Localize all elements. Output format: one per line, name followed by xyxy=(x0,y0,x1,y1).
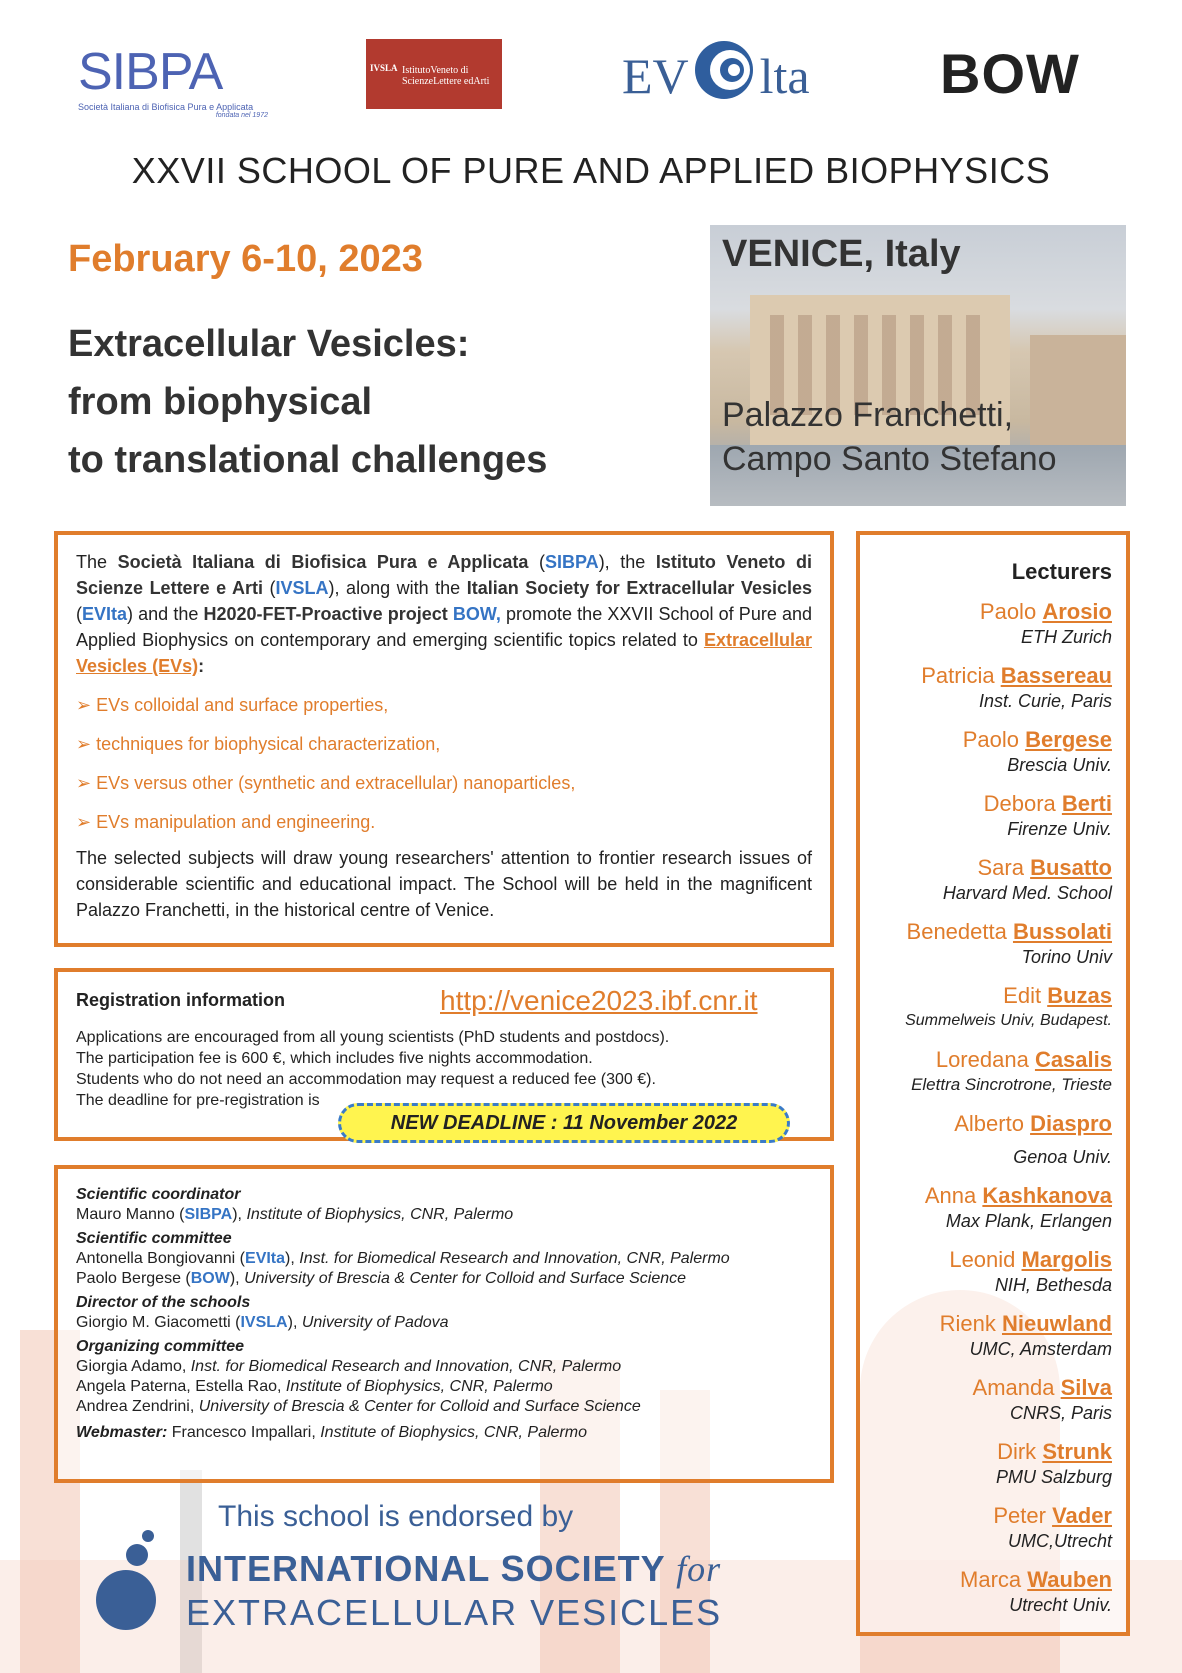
organizing-member xyxy=(76,1357,812,1377)
lecturer-surname-link[interactable]: Bergese xyxy=(1025,727,1112,752)
person-affiliation: Institute of Biophysics, CNR, Palermo xyxy=(246,1206,514,1223)
topic-bullet: ➢ EVs manipulation and engineering. xyxy=(76,809,812,835)
intro-text: ), along with the xyxy=(328,578,467,598)
lecturer-first-name: Paolo xyxy=(979,599,1037,624)
lecturer-affiliation: Genoa Univ. xyxy=(1013,1147,1112,1167)
ivsla-logo-mark: IVSLA xyxy=(370,63,398,73)
evita-full-name: Italian Society for Extracellular Vesicles xyxy=(466,578,812,598)
intro-text: ( xyxy=(262,578,276,598)
sibpa-logo-name: SIBPA xyxy=(78,43,223,101)
lecturer-first-name: Amanda xyxy=(972,1375,1055,1400)
registration-url-link[interactable]: http://venice2023.ibf.cnr.it xyxy=(440,985,758,1016)
sibpa-acronym: SIBPA xyxy=(545,552,599,572)
lecturer-surname-link[interactable]: Silva xyxy=(1060,1375,1112,1400)
lecturer-surname-link[interactable]: Strunk xyxy=(1042,1439,1112,1464)
isev-name-line-2: EXTRACELLULAR VESICLES xyxy=(186,1592,723,1633)
lecturer-first-name: Anna xyxy=(924,1183,977,1208)
lecturer-first-name: Leonid xyxy=(949,1247,1016,1272)
isev-logo-icon xyxy=(96,1530,176,1640)
lecturer-item xyxy=(870,791,1112,841)
organizing-heading: Organizing committee xyxy=(76,1338,245,1355)
lecturer-affiliation: Max Plank, Erlangen xyxy=(945,1211,1112,1231)
lecturer-first-name: Loredana xyxy=(935,1047,1029,1072)
lecturer-first-name: Dirk xyxy=(997,1439,1037,1464)
venue-city: VENICE, Italy xyxy=(722,233,961,275)
ivsla-logo-text: IstitutoVeneto di ScienzeLettere edArti xyxy=(402,65,490,87)
lecturer-item xyxy=(870,1183,1112,1233)
org-acronym: IVSLA xyxy=(240,1314,288,1331)
sci-committee-member xyxy=(76,1249,812,1269)
lecturer-item xyxy=(870,983,1112,1033)
lecturer-item xyxy=(870,1439,1112,1489)
intro-text: ), the xyxy=(598,552,656,572)
lecturer-surname-link[interactable]: Arosio xyxy=(1042,599,1112,624)
registration-line: The participation fee is 600 €, which includes five nights accommodation. xyxy=(76,1050,593,1067)
lecturer-surname-link[interactable]: Wauben xyxy=(1027,1567,1112,1592)
person-name: Antonella Bongiovanni ( xyxy=(76,1250,246,1267)
person-affiliation: University of Brescia & Center for Colloid and Surface Science xyxy=(198,1398,641,1415)
topic-bullet: ➢ techniques for biophysical characterization, xyxy=(76,731,812,757)
lecturer-affiliation: PMU Salzburg xyxy=(995,1467,1112,1487)
lecturer-affiliation: Harvard Med. School xyxy=(942,883,1112,903)
endorsement-text: This school is endorsed by xyxy=(218,1500,574,1533)
committee-box xyxy=(54,1165,834,1483)
person-sep: ), xyxy=(285,1250,300,1267)
subtitle-line-1: Extracellular Vesicles: xyxy=(68,323,470,365)
lecturer-surname-link[interactable]: Buzas xyxy=(1047,983,1112,1008)
venue-address xyxy=(722,393,1057,481)
person-name: Angela Paterna, Estella Rao, xyxy=(76,1378,286,1395)
isev-logo-dot xyxy=(96,1570,156,1630)
person-name: Giorgio M. Giacometti ( xyxy=(76,1314,241,1331)
isev-logo-dot xyxy=(126,1544,148,1566)
lecturer-first-name: Patricia xyxy=(921,663,995,688)
org-acronym: SIBPA xyxy=(184,1206,233,1223)
evita-logo xyxy=(622,36,842,116)
person-affiliation: Institute of Biophysics, CNR, Palermo xyxy=(285,1378,553,1395)
person-name: Paolo Bergese ( xyxy=(76,1270,191,1287)
registration-line: Applications are encouraged from all young scientists (PhD students and postdocs). xyxy=(76,1029,670,1046)
lecturer-first-name: Edit xyxy=(1003,983,1042,1008)
webmaster xyxy=(76,1423,812,1443)
lecturer-affiliation: Torino Univ xyxy=(1021,947,1112,967)
lecturer-first-name: Benedetta xyxy=(906,919,1007,944)
person-sep: ), xyxy=(287,1314,302,1331)
person-name: Giorgia Adamo, xyxy=(76,1358,191,1375)
lecturer-affiliation: Brescia Univ. xyxy=(1007,755,1112,775)
topic-bullet: ➢ EVs versus other (synthetic and extracellular) nanoparticles, xyxy=(76,770,812,796)
evs-link[interactable]: Extracellular Vesicles (EVs) xyxy=(76,630,812,676)
main-title: XXVII SCHOOL OF PURE AND APPLIED BIOPHYSICS xyxy=(131,150,1051,191)
isev-name-line-1 xyxy=(186,1548,721,1590)
sci-committee-heading: Scientific committee xyxy=(76,1230,232,1247)
sci-coordinator xyxy=(76,1205,812,1225)
evita-logo-left: EV xyxy=(622,48,689,104)
sibpa-logo xyxy=(78,44,268,124)
intro-paragraph-1 xyxy=(76,549,812,679)
subtitle-line-2: from biophysical xyxy=(68,381,373,423)
lecturer-first-name: Paolo xyxy=(962,727,1020,752)
lecturer-first-name: Debora xyxy=(983,791,1056,816)
intro-text: ( xyxy=(76,604,82,624)
venue-line-1: Palazzo Franchetti, xyxy=(722,396,1014,434)
lecturer-surname-link[interactable]: Casalis xyxy=(1034,1047,1112,1072)
intro-text: ( xyxy=(528,552,545,572)
topic-bullet: ➢ EVs colloidal and surface properties, xyxy=(76,692,812,718)
sibpa-logo-founded: fondata nel 1972 xyxy=(215,112,268,119)
isev-name-for: for xyxy=(676,1549,722,1589)
lecturer-affiliation: UMC, Amsterdam xyxy=(969,1339,1112,1359)
registration-line: The deadline for pre-registration is xyxy=(76,1092,320,1109)
lecturer-affiliation: Elettra Sincrotrone, Trieste xyxy=(911,1075,1112,1094)
lecturer-item xyxy=(870,727,1112,777)
lecturers-box xyxy=(856,531,1130,1636)
lecturer-surname-link[interactable]: Berti xyxy=(1061,791,1112,816)
lecturer-item xyxy=(870,1503,1112,1553)
lecturer-surname-link[interactable]: Margolis xyxy=(1021,1247,1112,1272)
registration-line: Students who do not need an accommodation may request a reduced fee (300 €). xyxy=(76,1071,656,1088)
lecturer-first-name: Rienk xyxy=(939,1311,996,1336)
sibpa-logo-tagline: Società Italiana di Biofisica Pura e Applicata xyxy=(78,102,254,112)
lecturer-surname-link[interactable]: Bassereau xyxy=(1000,663,1112,688)
lecturer-surname-link[interactable]: Nieuwland xyxy=(1001,1311,1112,1336)
registration-heading: Registration information xyxy=(76,990,286,1010)
lecturer-affiliation: Utrecht Univ. xyxy=(1009,1595,1112,1615)
person-sep: ), xyxy=(232,1206,247,1223)
sibpa-full-name: Società Italiana di Biofisica Pura e Applicata xyxy=(117,552,529,572)
lecturer-item xyxy=(870,599,1112,649)
event-subtitle xyxy=(68,315,547,489)
subtitle-line-3: to translational challenges xyxy=(68,439,548,481)
lecturer-surname-link[interactable]: Busatto xyxy=(1030,855,1112,880)
lecturer-item xyxy=(870,663,1112,713)
organizing-member xyxy=(76,1377,812,1397)
lecturer-surname-link[interactable]: Vader xyxy=(1052,1503,1112,1528)
lecturer-affiliation: NIH, Bethesda xyxy=(994,1275,1112,1295)
person-affiliation: Institute of Biophysics, CNR, Palermo xyxy=(320,1424,587,1441)
lecturer-item xyxy=(870,1111,1112,1169)
intro-box xyxy=(54,531,834,947)
sci-coordinator-heading: Scientific coordinator xyxy=(76,1186,241,1203)
bow-project: BOW, xyxy=(452,604,501,624)
venue-line-2: Campo Santo Stefano xyxy=(722,440,1057,478)
evita-logo-circle-icon xyxy=(693,39,755,101)
webmaster-heading: Webmaster: xyxy=(76,1424,168,1441)
lecturer-surname-link[interactable]: Diaspro xyxy=(1030,1111,1112,1136)
person-sep: ), xyxy=(229,1270,245,1287)
lecturer-item xyxy=(870,1311,1112,1361)
lecturer-first-name: Sara xyxy=(977,855,1024,880)
lecturer-item xyxy=(870,855,1112,905)
person-affiliation: University of Padova xyxy=(301,1314,449,1331)
isev-name-part: INTERNATIONAL SOCIETY xyxy=(186,1548,666,1589)
lecturer-first-name: Alberto xyxy=(954,1111,1024,1136)
director-heading: Director of the schools xyxy=(76,1294,251,1311)
ivsla-acronym: IVSLA xyxy=(275,578,329,598)
lecturer-affiliation: Inst. Curie, Paris xyxy=(978,691,1112,711)
intro-paragraph-2: The selected subjects will draw young researchers' attention to frontier research issues of considerable scientific and educational impact. The School will be held in the magnificent Palazzo Franchetti, in the historical centre of Venice. xyxy=(76,848,812,920)
lecturer-item xyxy=(870,1247,1112,1297)
ivsla-logo xyxy=(366,39,502,109)
lecturer-affiliation: Summelweis Univ, Budapest. xyxy=(905,1012,1112,1029)
h2020-project: H2020-FET-Proactive project xyxy=(203,604,448,624)
org-acronym: BOW xyxy=(190,1270,230,1287)
person-affiliation: Inst. for Biomedical Research and Innovation, CNR, Palermo xyxy=(299,1250,730,1267)
lecturer-surname-link[interactable]: Bussolati xyxy=(1012,919,1112,944)
person-name: Andrea Zendrini, xyxy=(76,1398,199,1415)
lecturer-affiliation: ETH Zurich xyxy=(1020,627,1112,647)
lecturer-affiliation: Firenze Univ. xyxy=(1007,819,1112,839)
intro-text: promote the XXVII School of Pure and Applied Biophysics on contemporary and emerging scientific topics related to xyxy=(76,604,812,650)
intro-colon: : xyxy=(198,656,205,676)
evita-acronym: EVIta xyxy=(82,604,128,624)
person-affiliation: University of Brescia & Center for Colloid and Surface Science xyxy=(244,1270,687,1287)
person-affiliation: Inst. for Biomedical Research and Innovation, CNR, Palermo xyxy=(190,1358,622,1375)
registration-details xyxy=(76,1027,812,1111)
lecturer-item xyxy=(870,919,1112,969)
director xyxy=(76,1313,812,1333)
person-name: Francesco Impallari, xyxy=(167,1424,321,1441)
lecturer-affiliation: CNRS, Paris xyxy=(1009,1403,1112,1423)
lecturer-surname-link[interactable]: Kashkanova xyxy=(982,1183,1112,1208)
sci-committee-member xyxy=(76,1269,812,1289)
person-name: Mauro Manno ( xyxy=(76,1206,185,1223)
intro-text: ) and the xyxy=(127,604,204,624)
lecturer-affiliation: UMC,Utrecht xyxy=(1007,1531,1112,1551)
organizing-member xyxy=(76,1397,812,1417)
lecturers-heading: Lecturers xyxy=(1011,559,1112,584)
event-dates: February 6-10, 2023 xyxy=(68,238,423,280)
org-acronym: EVIta xyxy=(245,1250,286,1267)
lecturer-item xyxy=(870,1567,1112,1617)
lecturer-item xyxy=(870,1375,1112,1425)
isev-logo-dot xyxy=(142,1530,154,1542)
ivsla-full-name: Istituto Veneto di Scienze Lettere e Arti xyxy=(76,552,812,598)
bow-logo: BOW xyxy=(940,42,1080,105)
venue-photo xyxy=(710,225,1126,506)
lecturer-first-name: Peter xyxy=(993,1503,1046,1528)
lecturer-item xyxy=(870,1047,1112,1097)
intro-text: The xyxy=(76,552,118,572)
deadline-badge: NEW DEADLINE : 11 November 2022 xyxy=(338,1103,790,1143)
evita-logo-right: lta xyxy=(759,48,810,104)
lecturer-first-name: Marca xyxy=(960,1567,1022,1592)
